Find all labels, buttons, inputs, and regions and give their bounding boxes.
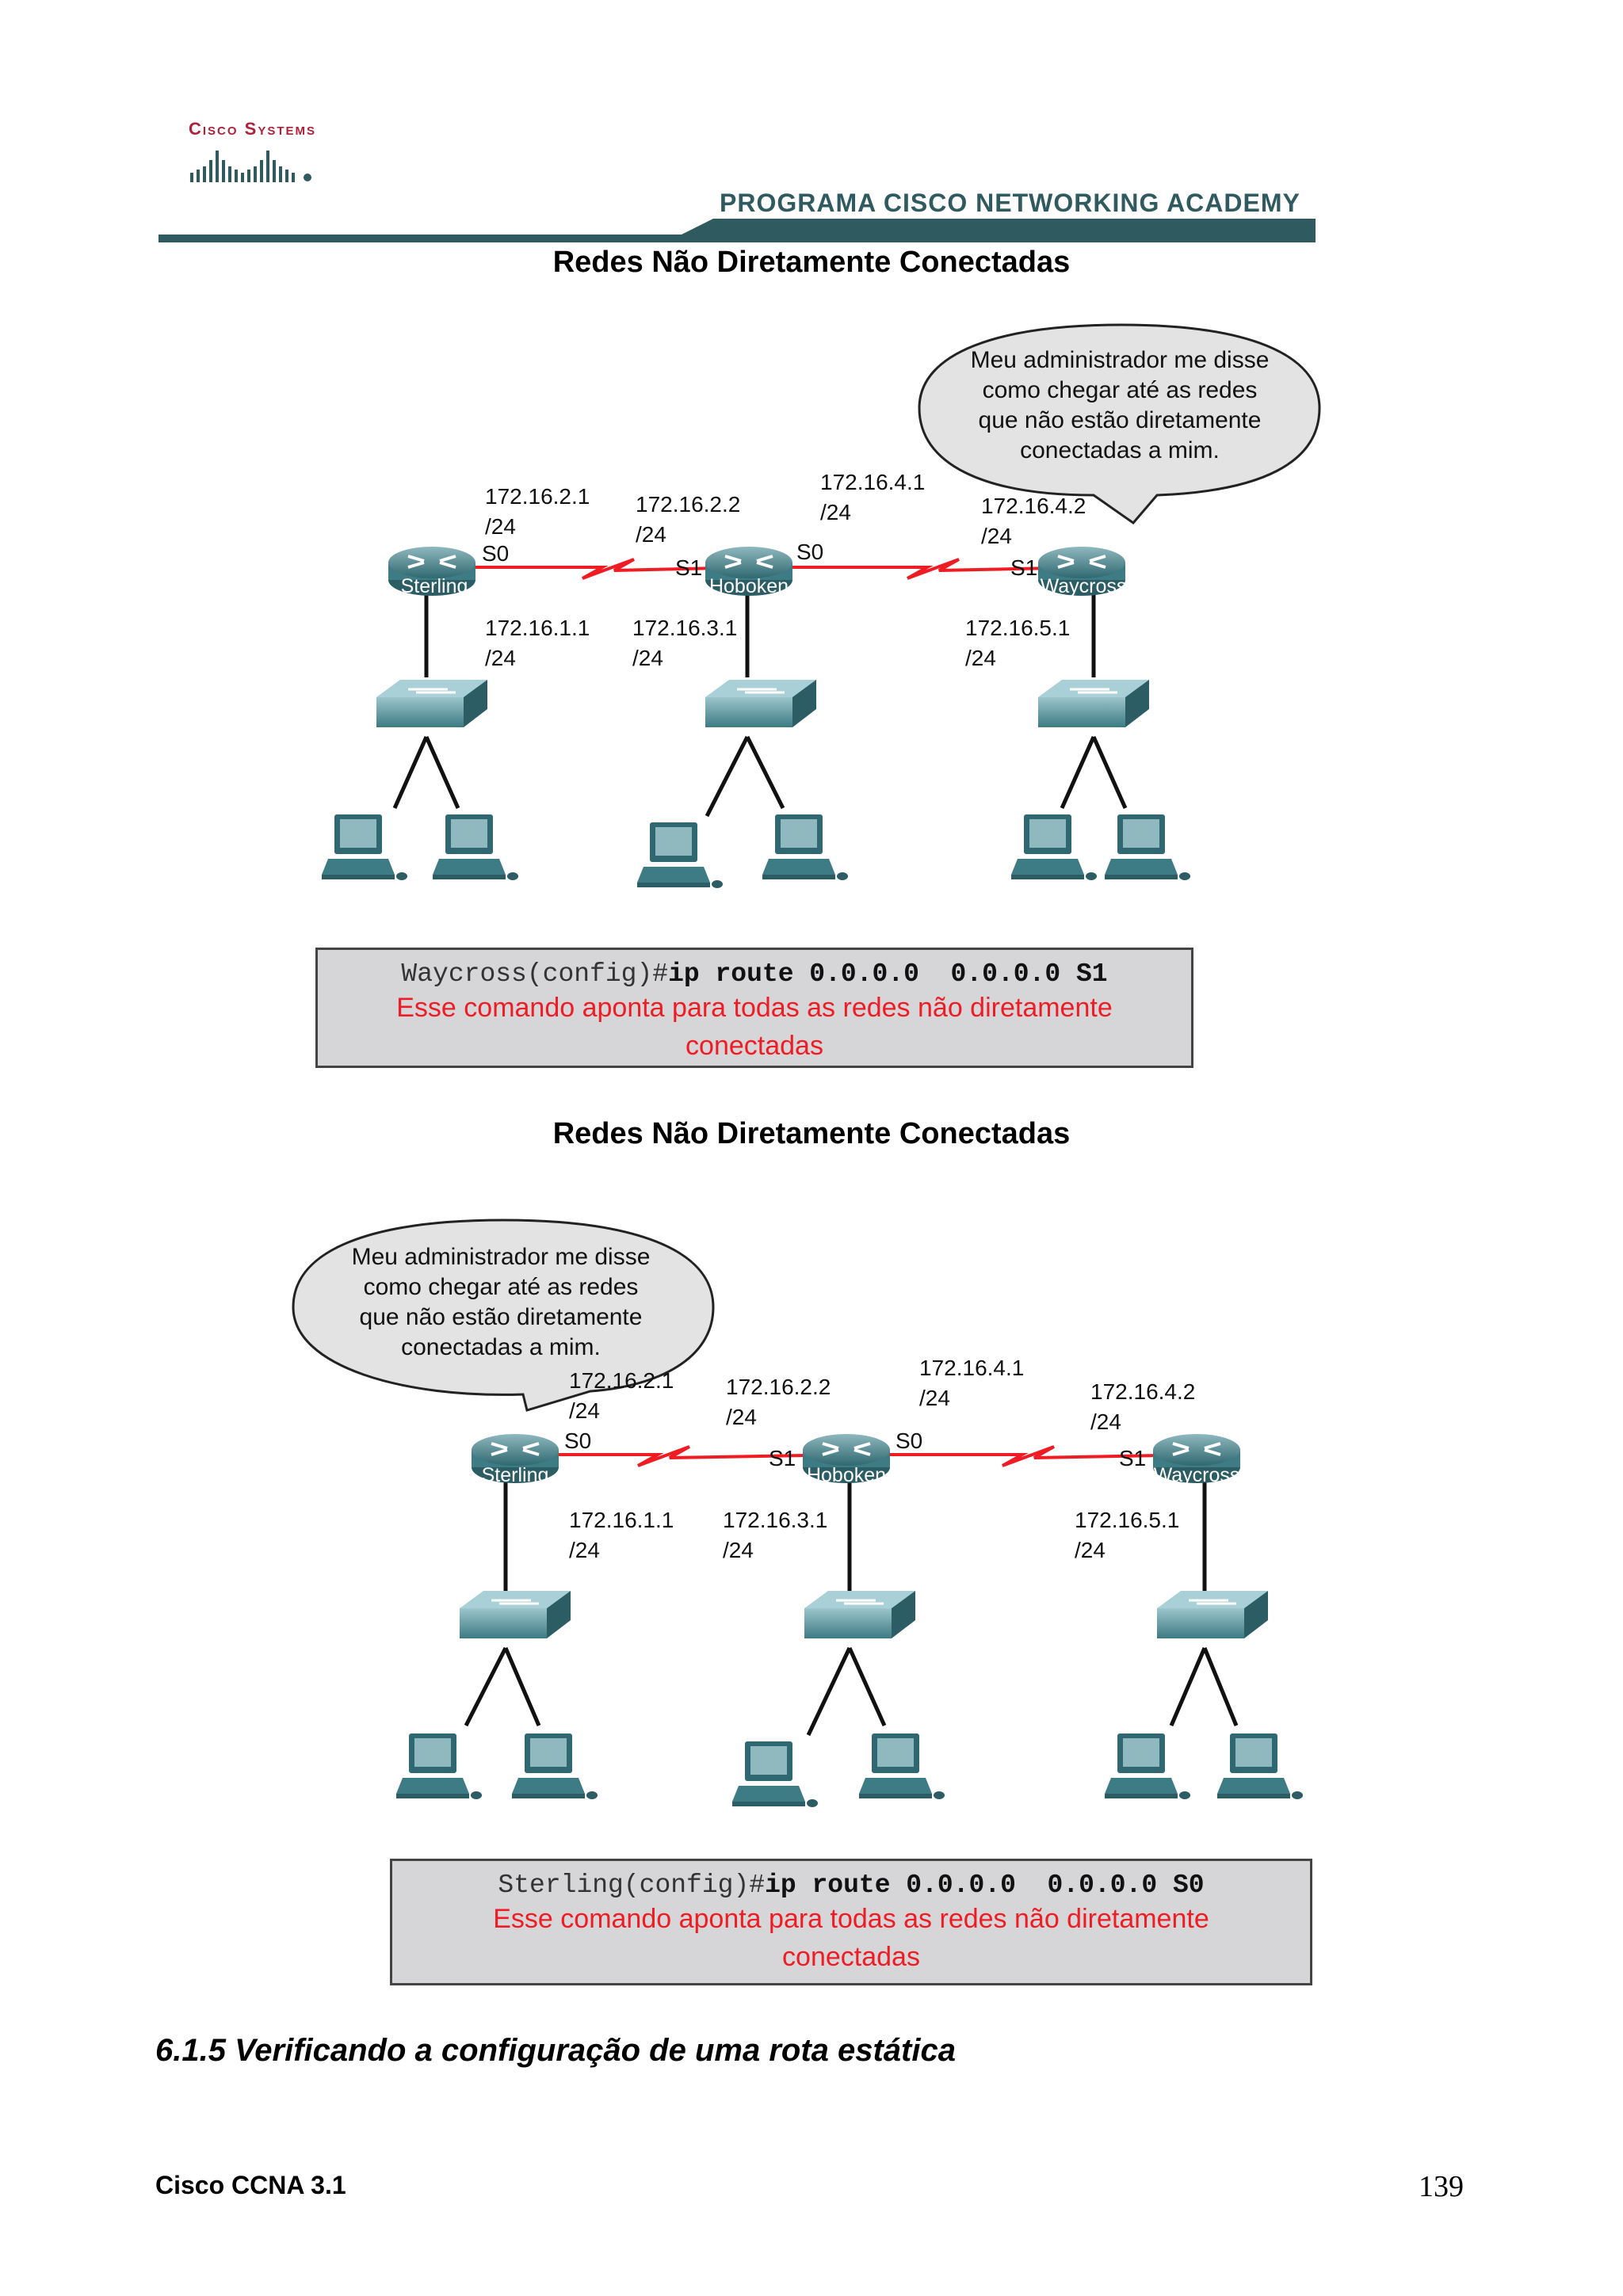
section-heading: 6.1.5 Verificando a configuração de uma rota estática — [155, 2033, 956, 2068]
interface-label: S1 — [675, 555, 703, 580]
ip-label: 172.16.4.2 — [981, 494, 1086, 518]
ip-label: 172.16.5.1 — [965, 616, 1071, 640]
switch-icon — [460, 1591, 571, 1638]
mask-label: /24 — [636, 522, 666, 547]
pc-icon — [1011, 814, 1097, 880]
router-label: Sterling — [481, 1464, 549, 1486]
speech-line: que não estão diretamente — [978, 407, 1262, 433]
switch-icon — [804, 1591, 915, 1638]
interface-label: S0 — [564, 1428, 592, 1453]
speech-line: como chegar até as redes — [363, 1274, 639, 1300]
router-label: Waycross — [1040, 575, 1127, 597]
pc-icon — [1105, 1733, 1190, 1799]
mask-label: /24 — [569, 1398, 600, 1423]
ip-label: 172.16.2.1 — [485, 484, 590, 509]
router-label: Hoboken — [708, 575, 789, 597]
mask-label: /24 — [1090, 1409, 1121, 1434]
speech-line: como chegar até as redes — [982, 377, 1258, 403]
command-box — [315, 948, 1193, 1068]
speech-line: Meu administrador me disse — [970, 347, 1270, 373]
command-prompt: Waycross(config)# — [401, 959, 669, 989]
command-prompt: Sterling(config)# — [498, 1871, 766, 1900]
interface-label: S0 — [796, 540, 824, 564]
ip-label: 172.16.2.2 — [636, 492, 741, 517]
mask-label: /24 — [723, 1538, 754, 1562]
ip-label: 172.16.3.1 — [632, 616, 738, 640]
speech-line: que não estão diretamente — [359, 1304, 643, 1330]
interface-label: S0 — [482, 541, 510, 566]
figure-title: Redes Não Diretamente Conectadas — [552, 1117, 1071, 1150]
ip-label: 172.16.5.1 — [1075, 1508, 1180, 1532]
ip-label: 172.16.4.2 — [1090, 1379, 1196, 1404]
pc-icon — [859, 1733, 945, 1799]
banner-title: PROGRAMA CISCO NETWORKING ACADEMY — [720, 189, 1300, 217]
router-label: Hoboken — [806, 1464, 887, 1486]
logo-bridge-icon — [189, 143, 323, 190]
mask-label: /24 — [820, 500, 851, 524]
switch-icon — [376, 680, 487, 727]
pc-icon — [732, 1741, 818, 1807]
switch-icon — [1038, 680, 1149, 727]
pc-icon — [762, 814, 848, 880]
cisco-logo — [189, 119, 323, 190]
ip-label: 172.16.1.1 — [569, 1508, 674, 1532]
pc-icon — [322, 814, 407, 880]
ip-label: 172.16.4.1 — [820, 470, 926, 494]
command-box — [390, 1859, 1312, 1985]
speech-line: conectadas a mim. — [1020, 437, 1220, 463]
pc-icon — [637, 822, 723, 888]
speech-line: Meu administrador me disse — [351, 1244, 651, 1270]
mask-label: /24 — [919, 1386, 950, 1410]
command-note: conectadas — [685, 1031, 823, 1061]
ip-label: 172.16.3.1 — [723, 1508, 828, 1532]
command-line — [318, 959, 1191, 989]
mask-label: /24 — [965, 646, 996, 670]
interface-label: S1 — [1119, 1446, 1147, 1470]
banner-bar — [158, 219, 1316, 242]
figure-title: Redes Não Diretamente Conectadas — [552, 246, 1071, 279]
mask-label: /24 — [485, 646, 516, 670]
logo-wordmark: Cisco Systems — [189, 119, 317, 139]
ip-label: 172.16.2.2 — [726, 1375, 831, 1399]
command-note: Esse comando aponta para todas as redes não diretamente — [396, 993, 1113, 1023]
pc-icon — [1217, 1733, 1303, 1799]
network-diagram-2 — [285, 1212, 1347, 1814]
router-label: Waycross — [1153, 1464, 1240, 1486]
mask-label: /24 — [981, 524, 1012, 548]
command-line — [392, 1871, 1310, 1900]
ip-label: 172.16.2.1 — [569, 1368, 674, 1393]
mask-label: /24 — [485, 514, 516, 539]
command-text: ip route 0.0.0.0 0.0.0.0 S1 — [668, 959, 1108, 989]
network-diagram-1 — [301, 317, 1347, 903]
interface-label: S0 — [896, 1428, 923, 1453]
pc-icon — [433, 814, 518, 880]
switch-icon — [705, 680, 816, 727]
mask-label: /24 — [726, 1405, 757, 1429]
mask-label: /24 — [632, 646, 663, 670]
speech-bubble — [919, 325, 1319, 523]
ip-label: 172.16.4.1 — [919, 1356, 1025, 1380]
command-text: ip route 0.0.0.0 0.0.0.0 S0 — [765, 1871, 1205, 1900]
switch-icon — [1157, 1591, 1268, 1638]
mask-label: /24 — [569, 1538, 600, 1562]
command-note: Esse comando aponta para todas as redes não diretamente — [493, 1904, 1209, 1934]
footer-course: Cisco CCNA 3.1 — [155, 2171, 346, 2199]
pc-icon — [396, 1733, 482, 1799]
pc-icon — [512, 1733, 598, 1799]
page-number: 139 — [1419, 2170, 1464, 2203]
mask-label: /24 — [1075, 1538, 1106, 1562]
command-note: conectadas — [782, 1942, 920, 1972]
ip-label: 172.16.1.1 — [485, 616, 590, 640]
speech-line: conectadas a mim. — [401, 1334, 601, 1360]
interface-label: S1 — [769, 1446, 796, 1470]
pc-icon — [1105, 814, 1190, 880]
router-label: Sterling — [400, 575, 468, 597]
interface-label: S1 — [1010, 555, 1038, 580]
